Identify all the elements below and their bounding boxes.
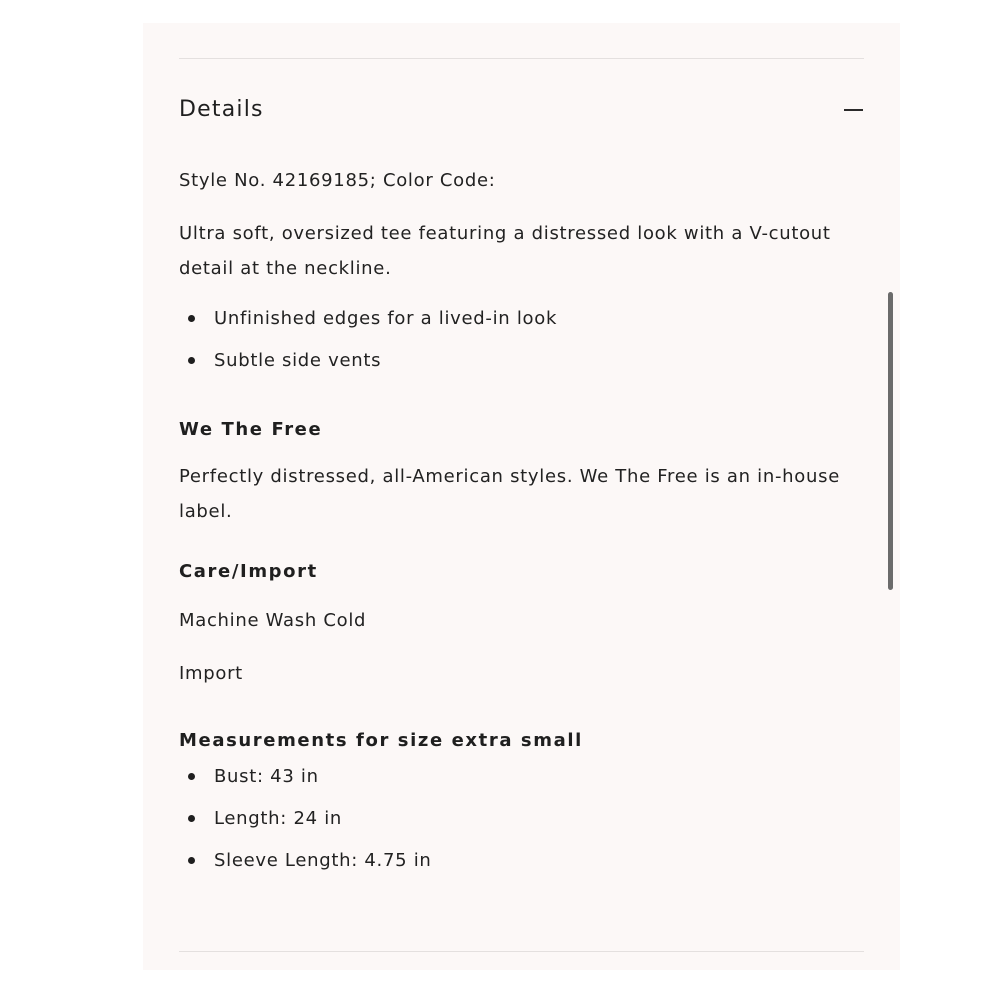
list-item bbox=[179, 340, 864, 382]
scrollbar-thumb[interactable] bbox=[888, 292, 893, 590]
product-description: Ultra soft, oversized tee featuring a distressed look with a V-cutout detail at the neckline. bbox=[179, 223, 831, 279]
details-content bbox=[179, 163, 864, 882]
feature-text: Subtle side vents bbox=[214, 350, 382, 371]
collapse-button[interactable] bbox=[842, 97, 864, 123]
care-wash: Machine Wash Cold bbox=[179, 610, 367, 631]
care-heading: Care/Import bbox=[179, 561, 318, 582]
measurement-text: Length: 24 in bbox=[214, 808, 343, 829]
bullet-dot bbox=[188, 857, 195, 864]
minus-icon bbox=[844, 109, 863, 111]
list-item bbox=[179, 798, 864, 840]
bullet-dot bbox=[188, 815, 195, 822]
measurement-text: Sleeve Length: 4.75 in bbox=[214, 850, 432, 871]
style-number: Style No. 42169185; Color Code: bbox=[179, 170, 496, 191]
bullet-dot bbox=[188, 773, 195, 780]
feature-text: Unfinished edges for a lived-in look bbox=[214, 308, 558, 329]
bottom-divider bbox=[179, 951, 864, 952]
list-item bbox=[179, 756, 864, 798]
bullet-dot bbox=[188, 357, 195, 364]
details-accordion-panel bbox=[143, 23, 900, 970]
details-title: Details bbox=[179, 97, 264, 122]
brand-description: Perfectly distressed, all-American styles. We The Free is an in-house label. bbox=[179, 466, 840, 522]
feature-list bbox=[179, 298, 864, 382]
brand-heading: We The Free bbox=[179, 419, 323, 440]
measurements-heading: Measurements for size extra small bbox=[179, 730, 583, 751]
top-divider bbox=[179, 58, 864, 59]
bullet-dot bbox=[188, 315, 195, 322]
care-origin: Import bbox=[179, 663, 243, 684]
list-item bbox=[179, 840, 864, 882]
details-accordion-header[interactable] bbox=[179, 93, 864, 129]
list-item bbox=[179, 298, 864, 340]
measurement-text: Bust: 43 in bbox=[214, 766, 319, 787]
measurements-list bbox=[179, 756, 864, 882]
